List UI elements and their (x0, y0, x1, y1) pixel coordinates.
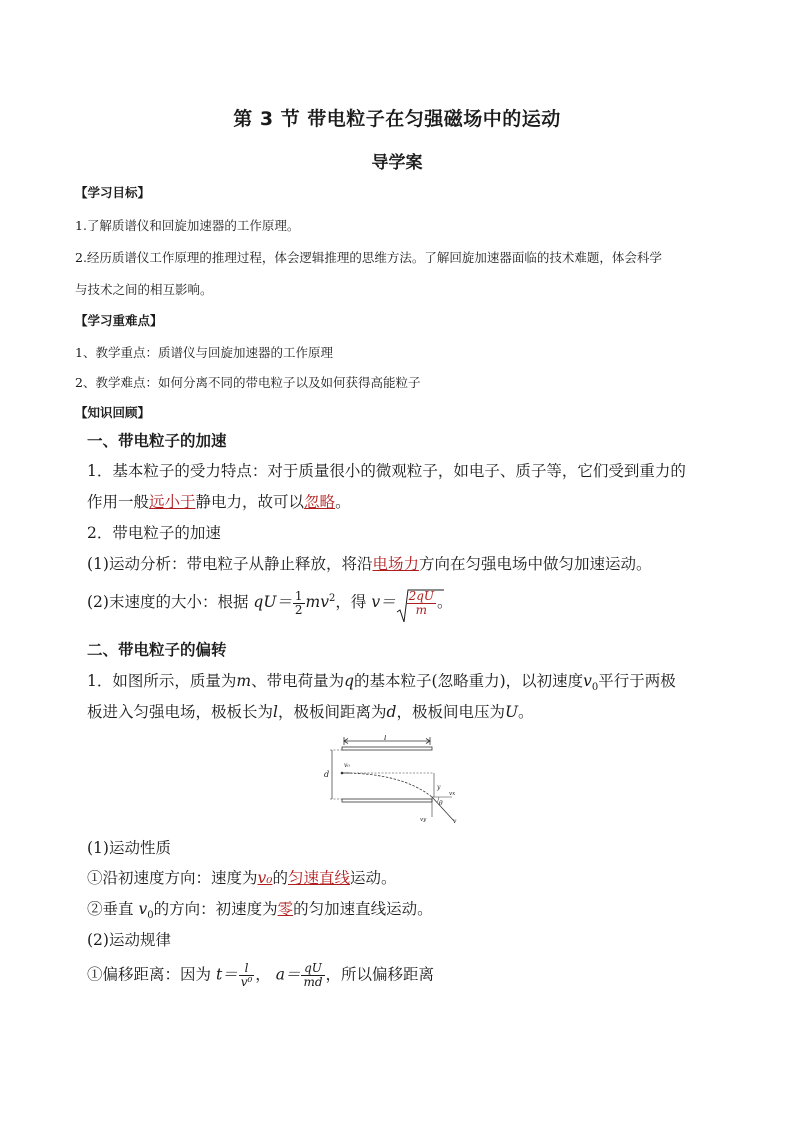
symbol-v0: v (583, 672, 592, 690)
section-2-p5: (2)运动规律 (87, 931, 171, 949)
objective-item-2-line-2: 与技术之间的相互影响。 (75, 282, 213, 297)
text-run: 方向在匀强电场中做匀加速运动。 (418, 555, 652, 573)
text-run: 1．如图所示，质量为 (87, 672, 237, 690)
text-run: ，得 (335, 593, 367, 612)
fraction-one-half (293, 590, 305, 617)
sqrt-sign-icon (396, 588, 446, 624)
text-run: 。 (518, 703, 534, 721)
fraction-qU-over-md (301, 962, 324, 989)
symbol-d: d (386, 703, 397, 721)
fraction-numerator: qU (301, 962, 324, 976)
text-run: 的基本粒子(忽略重力)，以初速度 (354, 672, 584, 690)
symbol-l: l (273, 703, 278, 721)
review-heading: 【知识回顾】 (75, 405, 151, 420)
text-run: 板进入匀强电场，极板长为 (87, 703, 274, 721)
keypoint-item-1: 1、教学重点：质谱仪与回旋加速器的工作原理 (75, 345, 333, 360)
subscript: 0 (147, 910, 154, 922)
answer-blank: 忽略 (304, 493, 336, 511)
subscript: 0 (591, 682, 599, 694)
formula-text: v＝ (371, 593, 396, 612)
section-1-p3 (87, 552, 652, 576)
text-run: 、带电荷量为 (251, 672, 345, 690)
label-v: v (453, 818, 457, 825)
label-vx: vx (449, 791, 456, 797)
formula-text: a＝ (275, 965, 301, 984)
answer-blank: 远小于 (149, 493, 196, 511)
text-run: 的方向：初速度为 (153, 900, 278, 918)
fraction-l-over-v0 (239, 962, 255, 989)
text-run: (2)末速度的大小：根据 (87, 593, 249, 612)
symbol-U: U (504, 703, 519, 721)
label-v0: v₀ (344, 762, 350, 769)
keypoints-heading: 【学习重难点】 (75, 313, 163, 328)
section-1-p1-line-2 (87, 490, 351, 514)
text-run: 作用一般 (87, 493, 150, 511)
section-2-p2: (1)运动性质 (87, 839, 171, 857)
deflection-diagram (322, 735, 464, 825)
text-run: ，极板间距离为 (277, 703, 387, 721)
fraction-denominator: 2 (294, 602, 303, 617)
text-run: ①偏移距离：因为 (87, 965, 212, 984)
text-run: ， (255, 965, 271, 984)
answer-blank: 匀速直线 (288, 869, 351, 887)
fraction-denominator: md (303, 975, 323, 989)
text-run: (1)运动分析：带电粒子从静止释放，将沿 (87, 555, 373, 573)
objectives-heading: 【学习目标】 (75, 185, 151, 200)
page-subtitle: 导学案 (371, 153, 423, 173)
top-plate (342, 747, 432, 750)
text-run: ②垂直 (87, 900, 134, 918)
fraction-denominator: m (415, 602, 428, 617)
text-run: ①沿初速度方向：速度为 (87, 869, 258, 887)
fraction-numerator: 2qU (408, 588, 435, 603)
text-run: ，所以偏移距离 (325, 965, 435, 984)
symbol-v0: v (138, 900, 148, 918)
text-run: ，极板间电压为 (396, 703, 505, 721)
text-run: 运动。 (350, 869, 397, 887)
section-1-heading: 一、带电粒子的加速 (87, 432, 227, 450)
symbol-m: m (236, 672, 252, 690)
section-1-p2: 2．带电粒子的加速 (87, 524, 221, 542)
answer-blank: 电场力 (372, 555, 419, 573)
fraction-denominator: v⁰ (240, 975, 253, 989)
symbol-q: q (344, 672, 355, 690)
fraction-numerator: 1 (294, 588, 303, 603)
label-d: d (324, 770, 330, 779)
section-2-p1-line-2 (87, 700, 534, 724)
answer-blank: 零 (277, 900, 294, 918)
page-title: 第 3 节 带电粒子在匀强磁场中的运动 (233, 108, 561, 130)
exit-line (432, 797, 454, 821)
section-1-p1-line-1: 1．基本粒子的受力特点：对于质量很小的微观粒子，如电子、质子等，它们受到重力的 (87, 462, 686, 480)
text-run: 静电力，故可以 (195, 493, 305, 511)
fraction-numerator: l (239, 962, 255, 976)
section-2-p4 (87, 897, 433, 928)
square-root-answer (396, 590, 437, 617)
trajectory (342, 773, 432, 797)
label-y: y (437, 784, 441, 791)
section-1-p4 (87, 587, 453, 617)
formula-text: mv (305, 593, 330, 612)
section-2-heading: 二、带电粒子的偏转 (87, 641, 227, 659)
keypoint-item-2: 2、教学难点：如何分离不同的带电粒子以及如何获得高能粒子 (75, 375, 421, 390)
text-run: 。 (437, 593, 453, 612)
text-run: 平行于两极 (598, 672, 676, 690)
text-run: 。 (335, 493, 351, 511)
text-run: 的匀加速直线运动。 (293, 900, 433, 918)
label-l: l (384, 735, 387, 742)
objective-item-2-line-1: 2.经历质谱仪工作原理的推理过程，体会逻辑推理的思维方法。了解回旋加速器面临的技术难题，体会科学 (75, 250, 662, 265)
formula-text: t＝ (215, 965, 238, 984)
answer-blank: v₀ (257, 869, 273, 887)
section-2-p1-line-1 (87, 669, 676, 700)
label-theta: θ (439, 800, 443, 807)
label-vy: vy (420, 817, 427, 823)
formula-superscript: 2 (329, 593, 336, 604)
text-run: 的 (272, 869, 289, 887)
section-2-p6 (87, 962, 434, 989)
section-2-p3 (87, 866, 397, 890)
formula-text: qU＝ (253, 593, 292, 612)
bottom-plate (342, 799, 432, 802)
objective-item-1: 1.了解质谱仪和回旋加速器的工作原理。 (75, 218, 300, 233)
